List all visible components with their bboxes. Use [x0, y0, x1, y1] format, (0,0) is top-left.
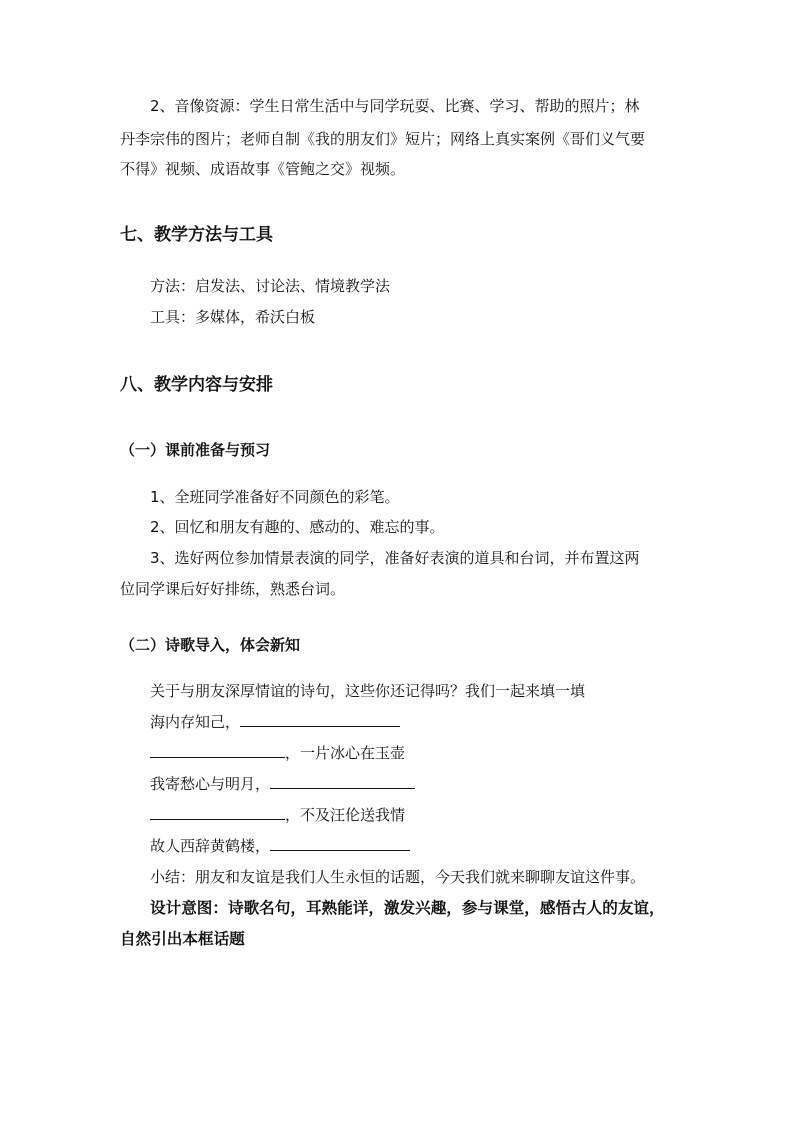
poem-blank-3[interactable]	[270, 774, 415, 789]
prep-item-3-line-1: 3、选好两位参加情景表演的同学，准备好表演的道具和台词，并布置这两	[150, 549, 640, 567]
poem-blank-5[interactable]	[270, 836, 410, 851]
poem-line-3	[150, 774, 415, 794]
section-8-heading: 八、教学内容与安排	[120, 375, 273, 395]
poem-line-4	[150, 805, 405, 825]
poem-intro: 关于与朋友深厚情谊的诗句，这些你还记得吗？我们一起来填一填	[150, 682, 586, 700]
poem-line-1-text: 海内存知己，	[150, 713, 241, 731]
section-7-heading: 七、教学方法与工具	[120, 225, 273, 245]
design-intent-line-1: 设计意图：诗歌名句，耳熟能详，激发兴趣，参与课堂，感悟古人的友谊，	[150, 899, 665, 917]
poem-blank-1[interactable]	[240, 712, 400, 727]
poem-line-3-text: 我寄愁心与明月，	[150, 775, 271, 793]
poem-line-2	[150, 743, 405, 763]
teaching-tools: 工具：多媒体，希沃白板	[150, 308, 316, 326]
poem-line-1	[150, 712, 400, 732]
poem-line-4-text: ，不及汪伦送我情	[285, 806, 406, 824]
poem-line-2-text: ，一片冰心在玉壶	[285, 744, 406, 762]
summary-text: 小结：朋友和友谊是我们人生永恒的话题，今天我们就来聊聊友谊这件事。	[150, 868, 646, 886]
design-intent-line-2: 自然引出本框话题	[120, 930, 245, 948]
prep-item-2: 2、回忆和朋友有趣的、感动的、难忘的事。	[150, 518, 445, 536]
prep-item-1: 1、全班同学准备好不同颜色的彩笔。	[150, 488, 400, 506]
resource-item-2-line-1: 2、音像资源：学生日常生活中与同学玩耍、比赛、学习、帮助的照片；林	[150, 97, 640, 115]
teaching-methods: 方法：启发法、讨论法、情境教学法	[150, 277, 391, 295]
resource-item-2-line-2: 丹李宗伟的图片；老师自制《我的朋友们》短片；网络上真实案例《哥们义气要	[120, 130, 646, 148]
resource-item-2-line-3: 不得》视频、成语故事《管鲍之交》视频。	[120, 160, 406, 178]
part-2-heading: （二）诗歌导入，体会新知	[120, 636, 301, 654]
part-1-heading: （一）课前准备与预习	[120, 441, 271, 459]
poem-blank-4[interactable]	[150, 805, 285, 820]
prep-item-3-line-2: 位同学课后好好排练，熟悉台词。	[120, 580, 346, 598]
poem-line-5	[150, 836, 410, 856]
poem-line-5-text: 故人西辞黄鹤楼，	[150, 837, 271, 855]
poem-blank-2[interactable]	[150, 743, 285, 758]
